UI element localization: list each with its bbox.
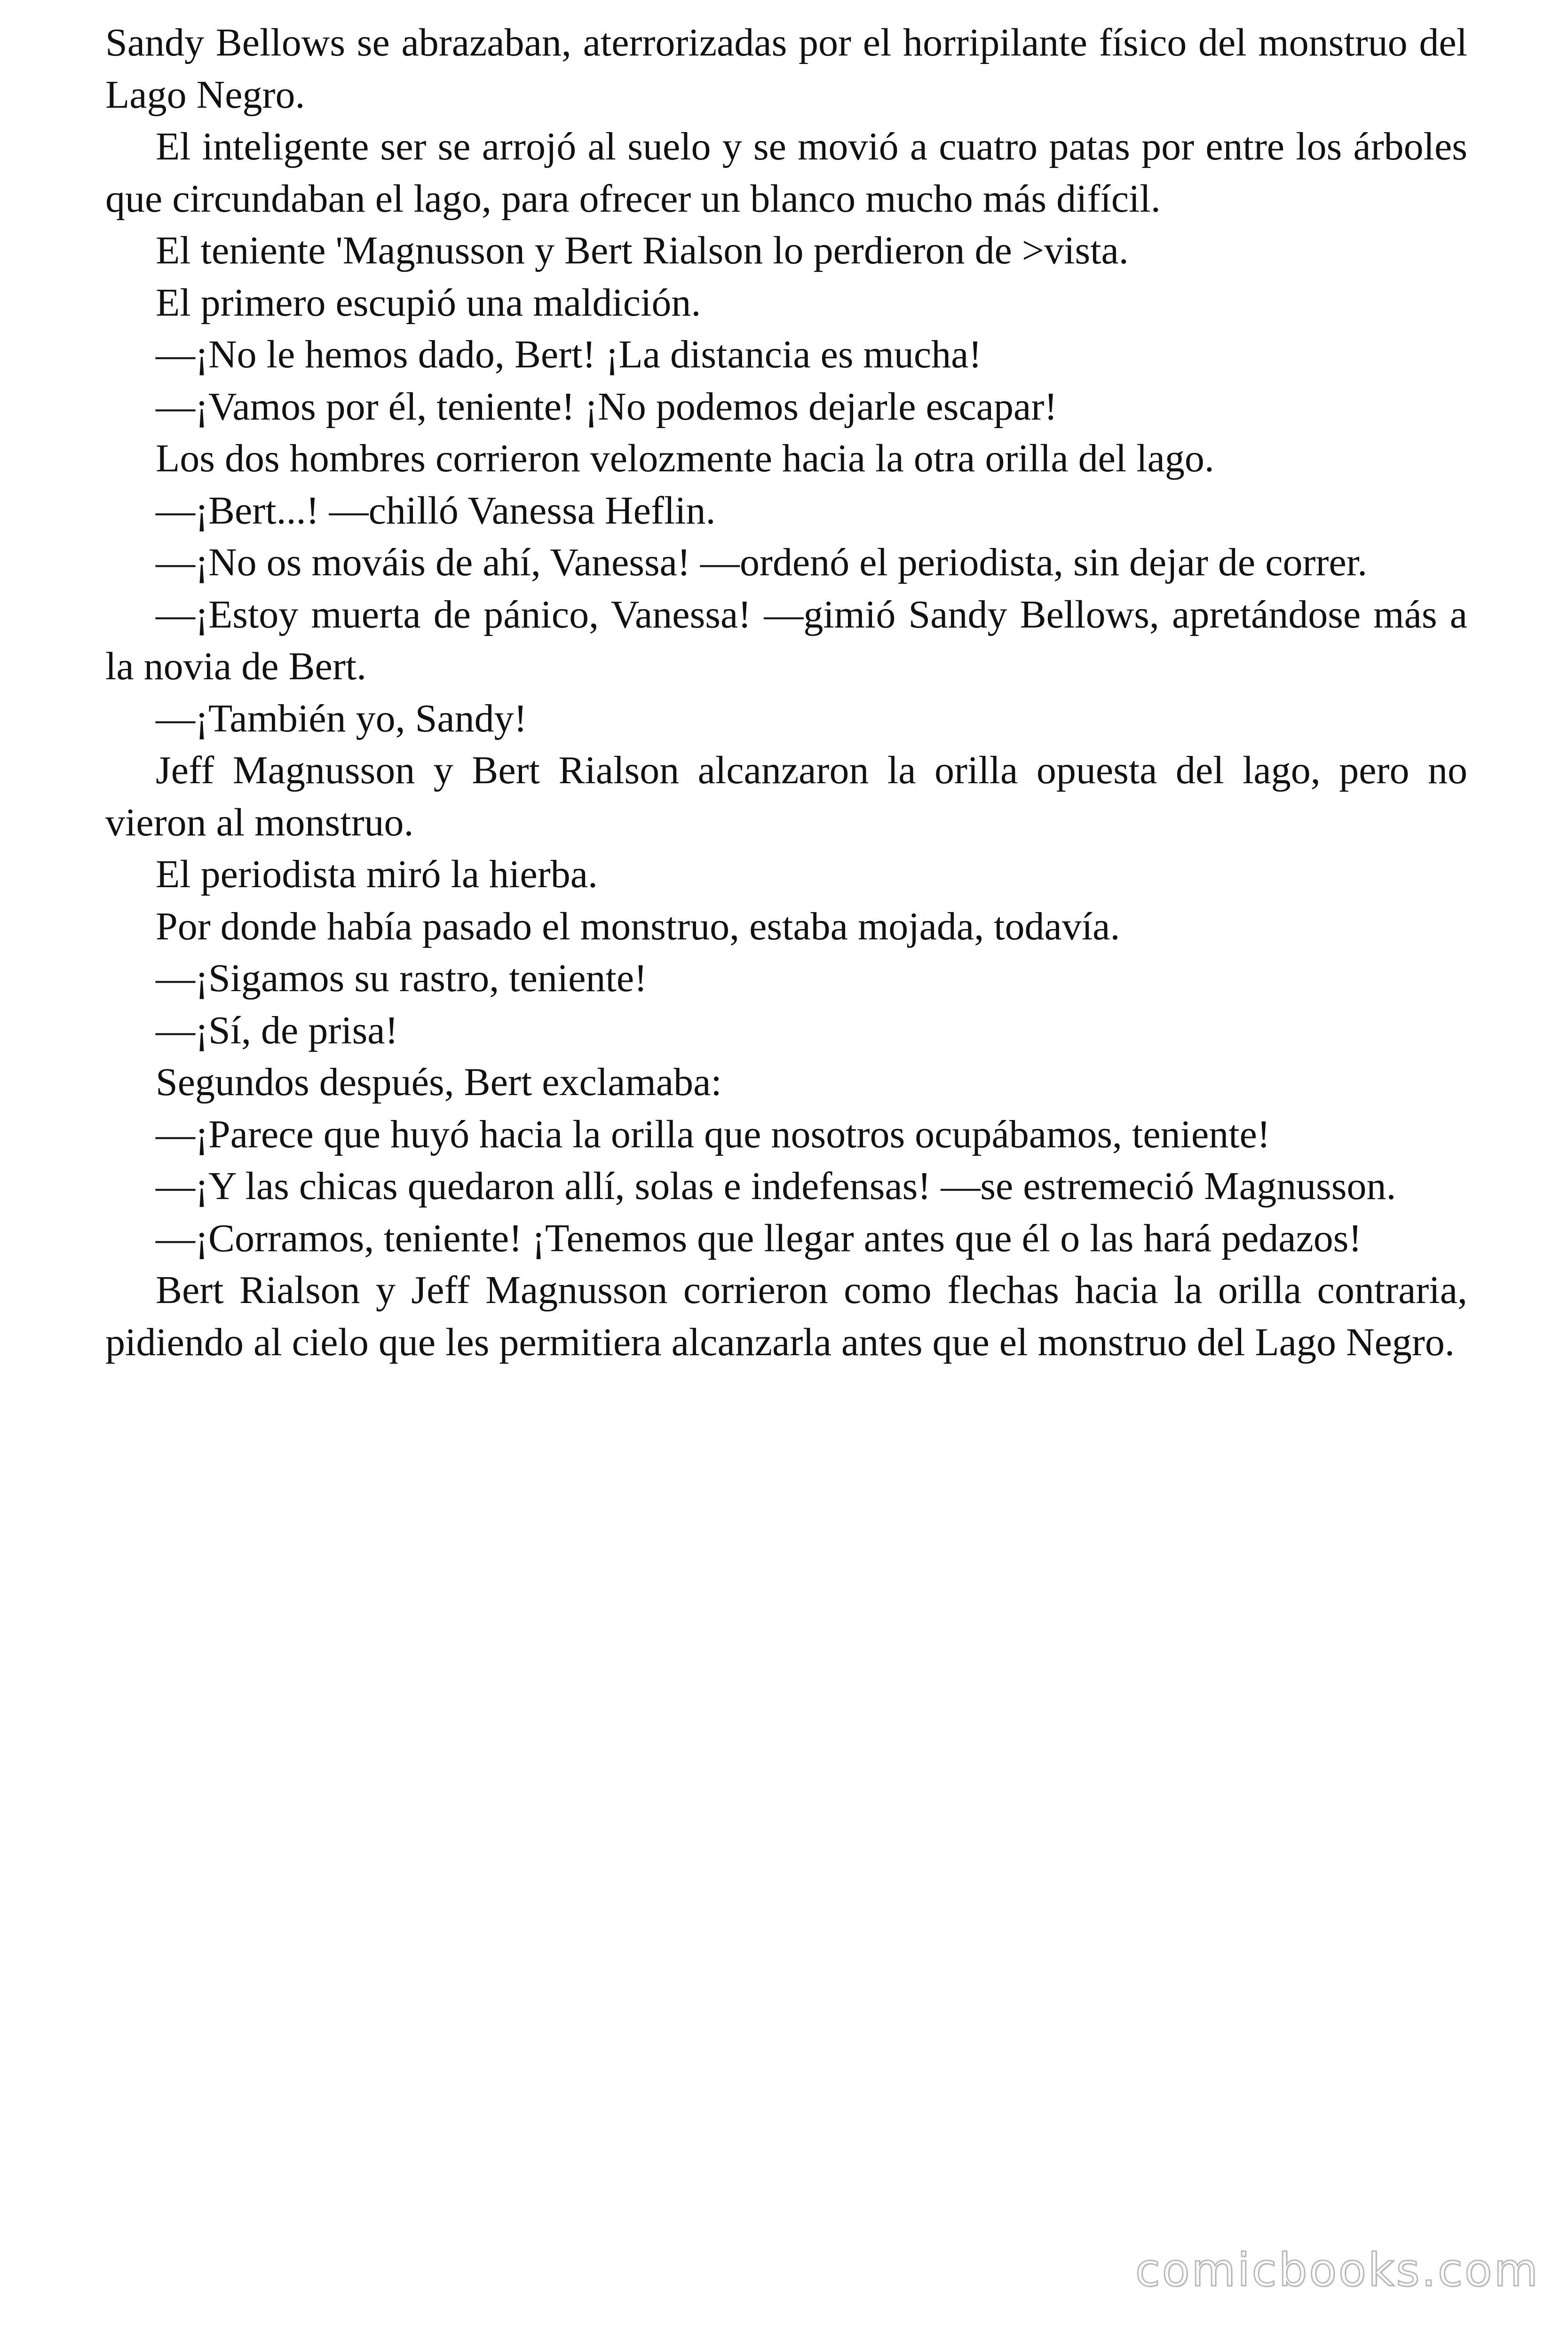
paragraph: —¡Corramos, teniente! ¡Tenemos que llegar antes que él o las hará pedazos! [156,1216,1362,1260]
paragraph: —¡Sigamos su rastro, teniente! [156,956,648,1000]
paragraph: —¡No le hemos dado, Bert! ¡La distancia es mucha! [156,333,982,376]
paragraph: —¡Y las chicas quedaron allí, solas e indefensas! —se estremeció Magnusson. [156,1164,1396,1208]
paragraph: El inteligente ser se arrojó al suelo y se movió a cuatro patas por entre los árboles que circundaban el lago, para ofrecer un blanco mucho más difícil. [105,125,1467,221]
paragraph: —¡No os mováis de ahí, Vanessa! —ordenó el periodista, sin dejar de correr. [156,540,1368,584]
paragraph: Segundos después, Bert exclamaba: [156,1060,722,1104]
paragraph: El teniente 'Magnusson y Bert Rialson lo perdieron de >vista. [156,229,1129,272]
paragraph: El primero escupió una maldición. [156,280,701,325]
paragraph: Jeff Magnusson y Bert Rialson alcanzaron la orilla opuesta del lago, pero no vieron al monstruo. [105,748,1467,844]
paragraph: —¡Sí, de prisa! [156,1008,398,1052]
paragraph: Por donde había pasado el monstruo, estaba mojada, todavía. [156,904,1120,948]
paragraph: —¡También yo, Sandy! [156,696,527,740]
paragraph: —¡Estoy muerta de pánico, Vanessa! —gimió Sandy Bellows, apretándose más a la novia de Bert. [105,592,1467,688]
paragraph: —¡Parece que huyó hacia la orilla que nosotros ocupábamos, teniente! [156,1112,1270,1156]
paragraph: Bert Rialson y Jeff Magnusson corrieron como flechas hacia la orilla contraria, pidiendo al cielo que les permitiera alcanzarla antes que el monstruo del Lago Negro. [105,1268,1467,1364]
watermark: comicbooks.com [1135,2244,1540,2296]
paragraph: —¡Vamos por él, teniente! ¡No podemos dejarle escapar! [156,384,1058,429]
paragraph: El periodista miró la hierba. [156,852,598,896]
paragraph: Sandy Bellows se abrazaban, aterrorizadas por el horripilante físico del monstruo del Lago Negro. [105,21,1467,117]
paragraph: —¡Bert...! —chilló Vanessa Heflin. [156,488,716,532]
page-body [105,17,1467,1368]
paragraph: Los dos hombres corrieron velozmente hacia la otra orilla del lago. [156,437,1214,480]
